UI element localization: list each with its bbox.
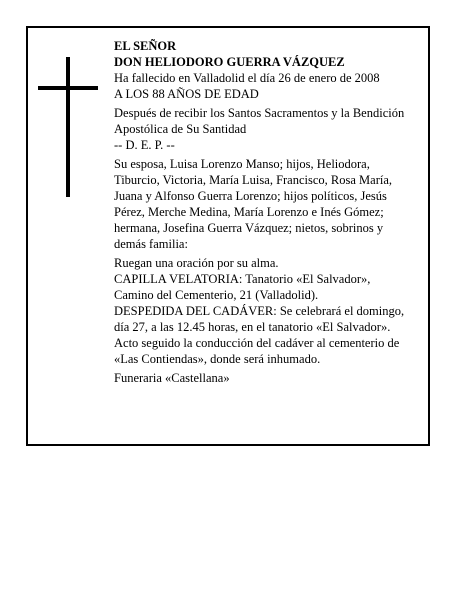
family-text: Su esposa, Luisa Lorenzo Manso; hijos, Heliodora, Tiburcio, Victoria, María Luisa, Francisco, Rosa María, Juana y Alfonso Guerra Lorenzo; hijos políticos, Jesús Pérez, Merche Medina, María Lorenzo e Inés Gómez; hermana, Josefina Guerra Vázquez; nietos, sobrinos y demás familia:	[114, 157, 393, 251]
cross-icon	[66, 57, 70, 197]
notice-title: EL SEÑOR	[114, 39, 177, 53]
dep-text: -- D. E. P. --	[114, 138, 175, 152]
chapel-text: CAPILLA VELATORIA: Tanatorio «El Salvador», Camino del Cementerio, 21 (Valladolid).	[114, 272, 371, 302]
sacraments-text: Después de recibir los Santos Sacramentos y la Bendición Apostólica de Su Santidad	[114, 106, 405, 136]
obituary-text	[114, 38, 408, 386]
age-info: A LOS 88 AÑOS DE EDAD	[114, 87, 259, 101]
deceased-name: DON HELIODORO GUERRA VÁZQUEZ	[114, 55, 345, 69]
prayer-text: Ruegan una oración por su alma.	[114, 256, 279, 270]
farewell-text: DESPEDIDA DEL CADÁVER: Se celebrará el domingo, día 27, a las 12.45 horas, en el tanatorio «El Salvador». Acto seguido la conducción del cadáver al cementerio de «Las Contiendas», donde será inhumado.	[114, 304, 405, 366]
funeral-home-text: Funeraria «Castellana»	[114, 371, 230, 385]
death-info: Ha fallecido en Valladolid el día 26 de enero de 2008	[114, 71, 380, 85]
cross-icon-bar	[38, 86, 98, 90]
